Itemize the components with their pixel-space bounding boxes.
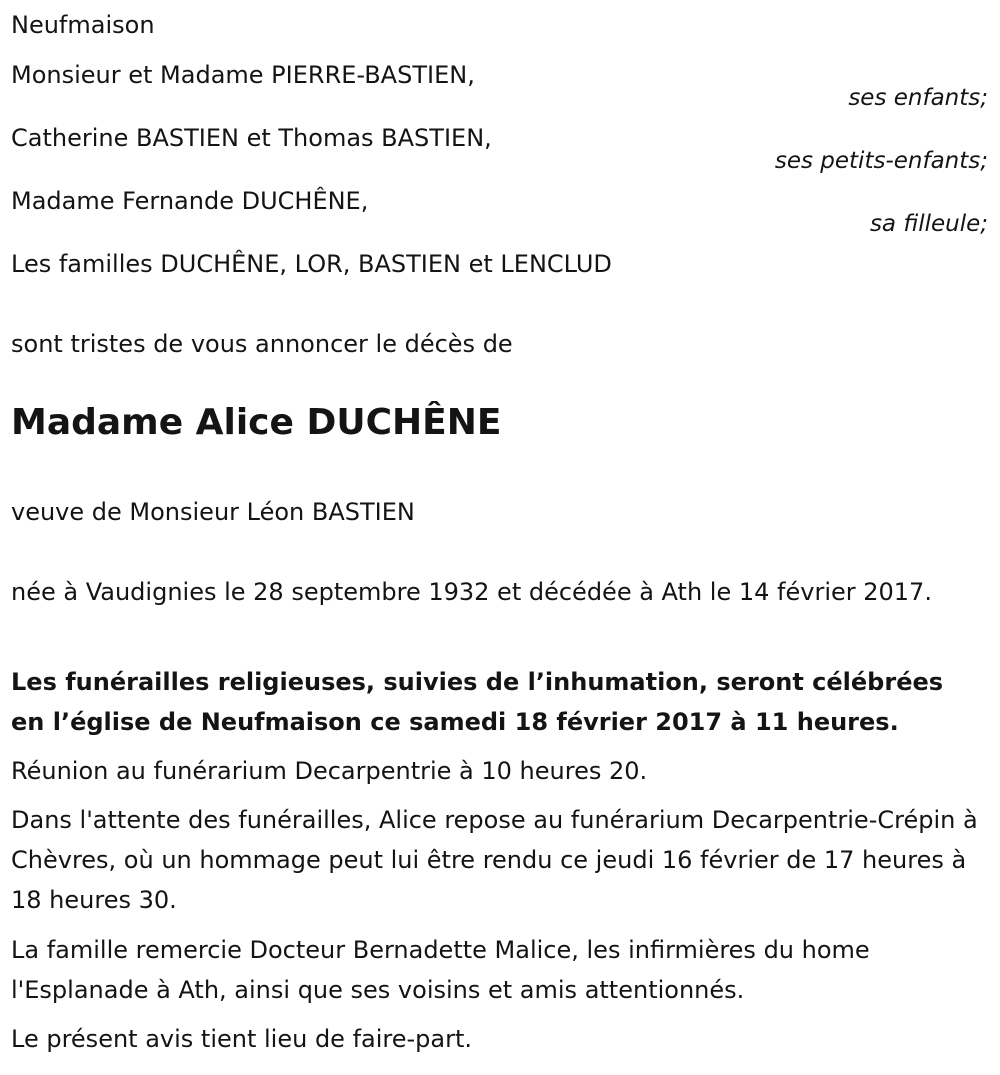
thanks-message: La famille remercie Docteur Bernadette Malice, les infirmières du home l'Esplanade à Ath, ainsi que ses voisins et amis attentionnés. <box>11 936 870 1004</box>
birth-death-dates: née à Vaudignies le 28 septembre 1932 et décédée à Ath le 14 février 2017. <box>11 578 932 606</box>
family-line-children: Monsieur et Madame PIERRE-BASTIEN, <box>11 61 475 89</box>
announcement-intro: sont tristes de vous annoncer le décès de <box>11 330 513 358</box>
family-role-children: ses enfants; <box>848 85 988 111</box>
visitation-details: Dans l'attente des funérailles, Alice repose au funérarium Decarpentrie-Crépin à Chèvres, où un hommage peut lui être rendu ce jeudi 16 février de 17 heures à 18 heures 30. <box>11 806 978 914</box>
faire-part-notice: Le présent avis tient lieu de faire-part. <box>11 1025 473 1053</box>
family-role-goddaughter: sa filleule; <box>869 211 988 237</box>
funeral-ceremony: Les funérailles religieuses, suivies de l’inhumation, seront célébrées en l’église de Neufmaison ce samedi 18 février 2017 à 11 heures. <box>11 668 944 736</box>
family-line-goddaughter: Madame Fernande DUCHÊNE, <box>11 187 369 215</box>
family-line-grandchildren: Catherine BASTIEN et Thomas BASTIEN, <box>11 124 492 152</box>
funerarium-gathering: Réunion au funérarium Decarpentrie à 10 heures 20. <box>11 757 648 785</box>
widow-of: veuve de Monsieur Léon BASTIEN <box>11 498 415 526</box>
town-heading: Neufmaison <box>11 11 155 39</box>
family-role-grandchildren: ses petits-enfants; <box>774 148 988 174</box>
family-line-families: Les familles DUCHÊNE, LOR, BASTIEN et LENCLUD <box>11 250 612 278</box>
deceased-name: Madame Alice DUCHÊNE <box>11 402 502 443</box>
